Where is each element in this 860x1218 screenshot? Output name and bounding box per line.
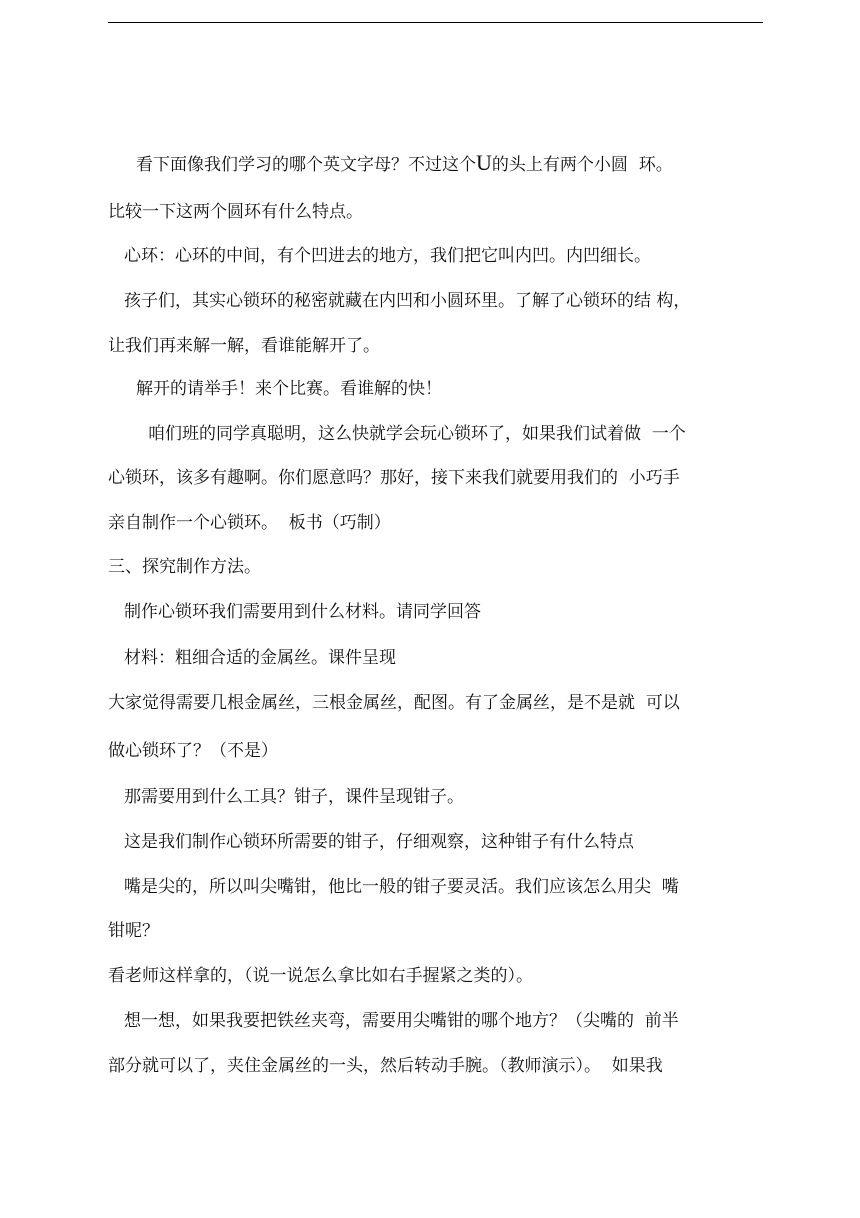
paragraph-line-8: 心锁环，该多有趣啊。你们愿意吗？那好，接下来我们就要用我们的 小巧手 <box>108 468 680 488</box>
line-1-part-a: 看下面像我们学习的哪个英文字母？不过这个 <box>136 155 476 175</box>
paragraph-line-15: 那需要用到什么工具？钳子，课件呈现钳子。 <box>124 787 464 807</box>
paragraph-line-3: 心环：心环的中间，有个凹进去的地方，我们把它叫内凹。内凹细长。 <box>124 246 651 266</box>
paragraph-line-21: 部分就可以了，夹住金属丝的一头，然后转动手腕。（教师演示）。 如果我 <box>108 1056 663 1076</box>
header-rule <box>108 22 763 23</box>
paragraph-line-18: 钳呢？ <box>108 921 159 941</box>
paragraph-line-5: 让我们再来解一解，看谁能解开了。 <box>108 336 380 356</box>
paragraph-line-14: 做心锁环了？（不是） <box>108 741 278 761</box>
letter-u: U <box>476 150 492 175</box>
paragraph-line-4: 孩子们，其实心锁环的秘密就藏在内凹和小圆环里。了解了心锁环的结 构， <box>124 291 691 311</box>
paragraph-line-20: 想一想，如果我要把铁丝夹弯，需要用尖嘴钳的哪个地方？（尖嘴的 前半 <box>124 1011 679 1031</box>
paragraph-line-7: 咱们班的同学真聪明，这么快就学会玩心锁环了，如果我们试着做 一个 <box>148 424 686 444</box>
paragraph-line-13: 大家觉得需要几根金属丝，三根金属丝，配图。有了金属丝，是不是就 可以 <box>108 693 680 713</box>
paragraph-line-9: 亲自制作一个心锁环。 板书（巧制） <box>108 513 391 533</box>
paragraph-line-17: 嘴是尖的，所以叫尖嘴钳，他比一般的钳子要灵活。我们应该怎么用尖 嘴 <box>124 877 679 897</box>
paragraph-line-11: 制作心锁环我们需要用到什么材料。请同学回答 <box>124 602 481 622</box>
paragraph-line-19: 看老师这样拿的，（说一说怎么拿比如右手握紧之类的）。 <box>108 966 533 986</box>
paragraph-line-6: 解开的请举手！来个比赛。看谁解的快！ <box>136 379 442 399</box>
paragraph-line-16: 这是我们制作心锁环所需要的钳子，仔细观察，这种钳子有什么特点 <box>124 832 634 852</box>
paragraph-line-2: 比较一下这两个圆环有什么特点。 <box>108 202 363 222</box>
paragraph-line-1 <box>136 152 673 176</box>
line-1-part-b: 的头上有两个小圆 环。 <box>491 155 673 175</box>
paragraph-line-12: 材料：粗细合适的金属丝。课件呈现 <box>124 648 396 668</box>
section-heading: 三、探究制作方法。 <box>108 557 261 577</box>
